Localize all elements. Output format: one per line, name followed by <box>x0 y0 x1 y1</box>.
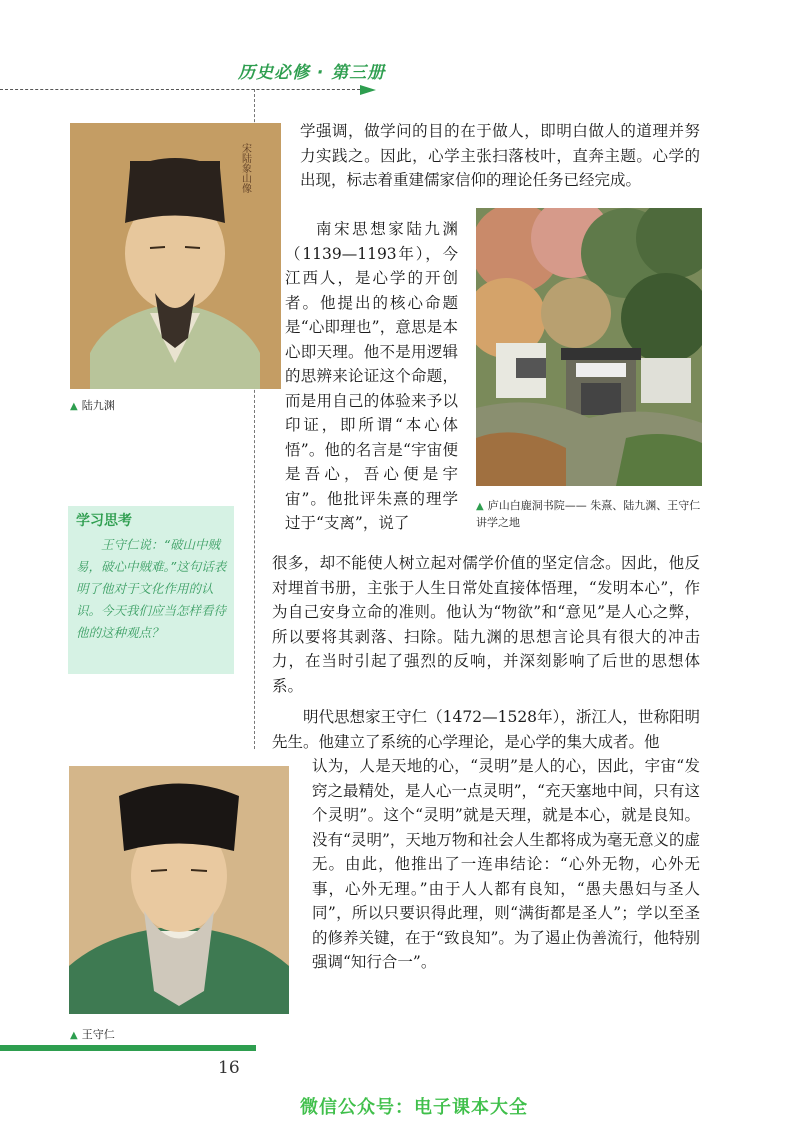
wang-shouren-caption <box>70 1027 115 1044</box>
bailudong-caption-text: 庐山白鹿洞书院—— 朱熹、陆九渊、王守仁讲学之地 <box>476 499 701 529</box>
study-box-text: 王守仁说：“破山中贼易，破心中贼难。”这句话表明了他对于文化作用的认识。今天我们应当怎样看待他的这种观点？ <box>76 537 227 640</box>
paragraph-2-wide <box>272 551 700 698</box>
wang-shouren-portrait-image <box>69 766 289 1014</box>
header-divider <box>0 89 360 90</box>
svg-text:宋陆象山像: 宋陆象山像 <box>239 143 251 193</box>
paragraph-2-wide-text: 很多，却不能使人树立起对儒学价值的坚定信念。因此，他反对埋首书册，主张于人生日常处直接体悟理，“发明本心”，作为自己安身立命的准则。他认为“物欲”和“意见”是人心之弊，所以要将其剥落、扫除。陆九渊的思想言论具有很大的冲击力，在当时引起了强烈的反响，并深刻影响了后世的思想体系。 <box>272 554 700 695</box>
triangle-icon: ▲ <box>70 401 78 412</box>
lu-jiuyuan-portrait-image <box>70 123 281 389</box>
triangle-icon: ▲ <box>476 501 484 512</box>
lu-jiuyuan-caption <box>70 398 115 415</box>
paragraph-3-narrow <box>312 754 700 975</box>
paragraph-3-wide <box>272 705 700 754</box>
paragraph-2-narrow-text: 南宋思想家陆九渊（1139—1193年），今江西人，是心学的开创者。他提出的核心命题是“心即理也”，意思是本心即天理。他不是用逻辑的思辨来论证这个命题，而是用自己的体验来予以印证，即所谓“本心体悟”。他的名言是“宇宙便是吾心，吾心便是宇宙”。他批评朱熹的理学过于“支离”，说了 <box>285 220 458 532</box>
triangle-icon: ▲ <box>70 1030 78 1041</box>
wang-shouren-caption-text: 王守仁 <box>81 1028 115 1041</box>
page-number: 16 <box>218 1058 240 1078</box>
study-think-box <box>68 506 234 674</box>
study-box-title: 学习思考 <box>76 513 132 529</box>
paragraph-1 <box>300 119 700 193</box>
bailudong-photo <box>476 208 702 486</box>
header-arrow-icon <box>360 85 376 95</box>
wang-shouren-portrait <box>69 766 289 1014</box>
paragraph-3-wide-text: 明代思想家王守仁（1472—1528年），浙江人，世称阳明先生。他建立了系统的心学理论，是心学的集大成者。他 <box>272 708 700 751</box>
paragraph-2-narrow <box>285 217 458 536</box>
lu-jiuyuan-caption-text: 陆九渊 <box>81 399 115 412</box>
footer-bar <box>0 1045 256 1051</box>
paragraph-1-text: 学强调，做学问的目的在于做人，即明白做人的道理并努力实践之。因此，心学主张扫落枝叶，直奔主题。心学的出现，标志着重建儒家信仰的理论任务已经完成。 <box>300 122 700 189</box>
lu-jiuyuan-portrait <box>70 123 281 389</box>
watermark: 微信公众号：电子课本大全 <box>300 1097 528 1118</box>
book-title: 历史必修 · 第三册 <box>238 63 386 83</box>
bailudong-caption <box>476 498 704 531</box>
bailudong-photo-image <box>476 208 702 486</box>
paragraph-3-narrow-text: 认为，人是天地的心，“灵明”是人的心，因此，宇宙“发窍之最精处，是人心一点灵明”，“充天塞地中间，只有这个灵明”。这个“灵明”就是天理，就是本心，就是良知。没有“灵明”，天地万物和社会人生都将成为毫无意义的虚无。由此，他推出了一连串结论：“心外无物，心外无事，心外无理。”由于人人都有良知，“愚夫愚妇与圣人同”，所以只要识得此理，则“满街都是圣人”；学以至圣的修养关键，在于“致良知”。为了遏止伪善流行，他特别强调“知行合一”。 <box>312 757 700 971</box>
